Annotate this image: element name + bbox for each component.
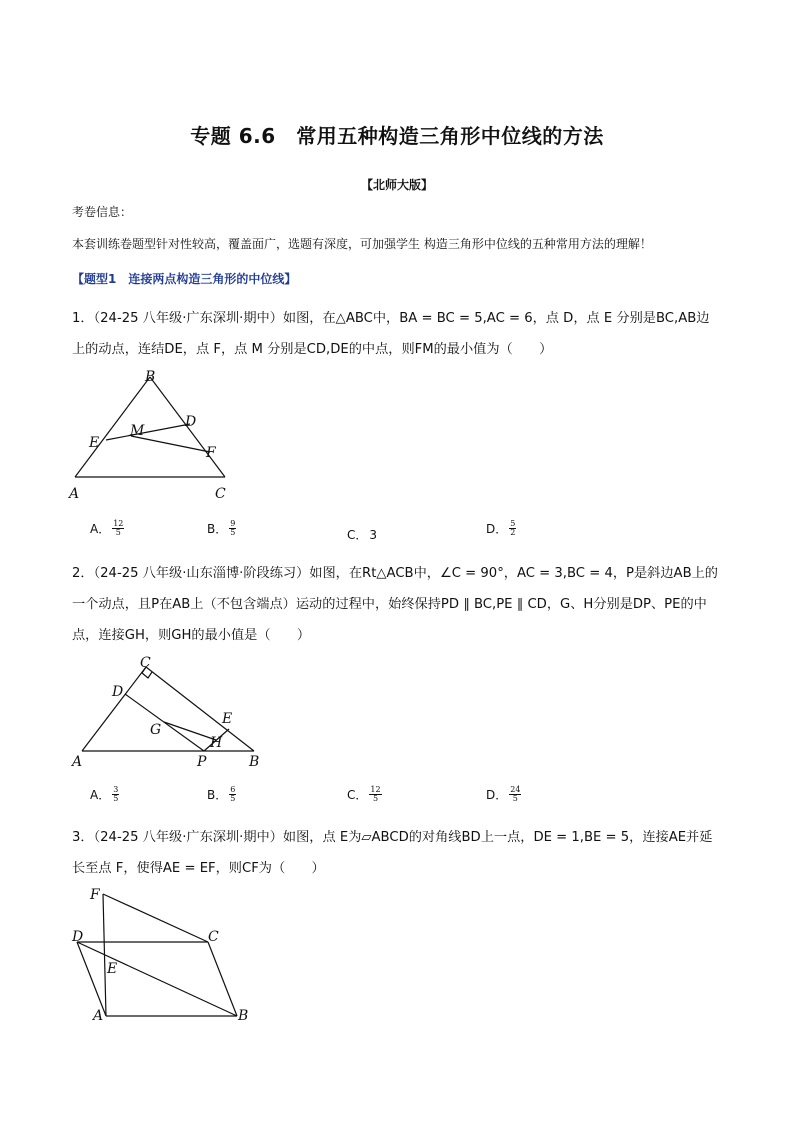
q2-label-d: D [112,684,124,700]
q2-label-g: G [150,722,162,738]
q2-line1: 2．（24-25 八年级·山东淄博·阶段练习）如图，在Rt△ACB中，∠C = 90°，AC = 3,BC = 4，P是斜边AB上的 [72,566,718,581]
q2-figure [62,650,282,770]
info-label: 考卷信息： [72,205,133,219]
q1-label-b: B [145,369,156,385]
q2-option-d[interactable] [486,786,521,803]
fraction: $\frac{3}{5}$ [113,785,119,803]
fraction: $\frac{9}{5}$ [230,519,236,537]
option-letter: C． [347,528,368,542]
q1-label-c: C [215,486,226,502]
q1-line1: 1．（24-25 八年级·广东深圳·期中）如图，在△ABC中，BA = BC = 5,AC = 6，点 D，点 E 分别是BC,AB边 [72,311,710,326]
option-value: 3 [369,527,378,542]
q2-label-c: C [140,655,151,671]
q2-label-b: B [249,754,260,770]
q2-option-b[interactable] [207,786,236,803]
q2-label-e: E [222,711,233,727]
q3-label-c: C [208,929,219,945]
q3-line1: 3．（24-25 八年级·广东深圳·期中）如图，点 E为▱ABCD的对角线BD上一点，DE = 1,BE = 5，连接AE并延 [72,830,713,845]
q1-option-a[interactable] [90,520,124,537]
q1-label-d: D [185,414,197,430]
q1-option-b[interactable] [207,520,236,537]
page-title: 专题 6.6 常用五种构造三角形中位线的方法 [190,124,604,148]
q1-label-a: A [69,486,80,502]
section-heading-1: 【题型1 连接两点构造三角形的中位线】 [72,272,297,286]
fraction: $\frac{12}{5}$ [113,519,124,537]
q3-label-d: D [72,929,84,945]
option-letter: D． [486,522,508,536]
fraction: $\frac{12}{5}$ [370,785,381,803]
q1-option-d[interactable] [486,520,516,537]
fraction: $\frac{24}{5}$ [510,785,521,803]
q2-line2: 一个动点，且P在AB上（不包含端点）运动的过程中，始终保持PD ∥ BC,PE ∥ CD，G、H分别是DP、PE的中 [72,597,707,612]
q2-label-a: A [72,754,83,770]
q3-line2: 长至点 F，使得AE = EF，则CF为（ ） [72,861,325,876]
q2-option-c[interactable] [347,786,382,803]
q2-label-h: H [210,735,223,751]
q1-label-m: M [130,423,145,439]
option-letter: B． [207,788,228,802]
q2-option-a[interactable] [90,786,119,803]
q1-figure [60,362,260,510]
option-letter: A． [90,522,111,536]
edition-label: 【北师大版】 [360,178,433,192]
fraction: $\frac{6}{5}$ [230,785,236,803]
q1-label-f: F [206,445,216,461]
option-letter: C． [347,788,368,802]
option-letter: D． [486,788,508,802]
q2-line3: 点，连接GH，则GH的最小值是（ ） [72,628,311,643]
q3-figure [60,880,270,1030]
q3-label-b: B [238,1008,249,1024]
q3-label-a: A [93,1008,104,1024]
q1-option-c[interactable] [347,526,377,543]
fraction: $\frac{5}{2}$ [510,519,516,537]
q1-label-e: E [89,435,100,451]
q1-line2: 上的动点，连结DE，点 F，点 M 分别是CD,DE的中点，则FM的最小值为（ ） [72,342,553,357]
option-letter: B． [207,522,228,536]
q3-label-f: F [90,887,100,903]
intro-text: 本套训练卷题型针对性较高，覆盖面广，选题有深度，可加强学生 构造三角形中位线的五种常用方法的理解！ [72,237,652,251]
q3-label-e: E [107,961,118,977]
option-letter: A． [90,788,111,802]
q2-label-p: P [197,754,207,770]
